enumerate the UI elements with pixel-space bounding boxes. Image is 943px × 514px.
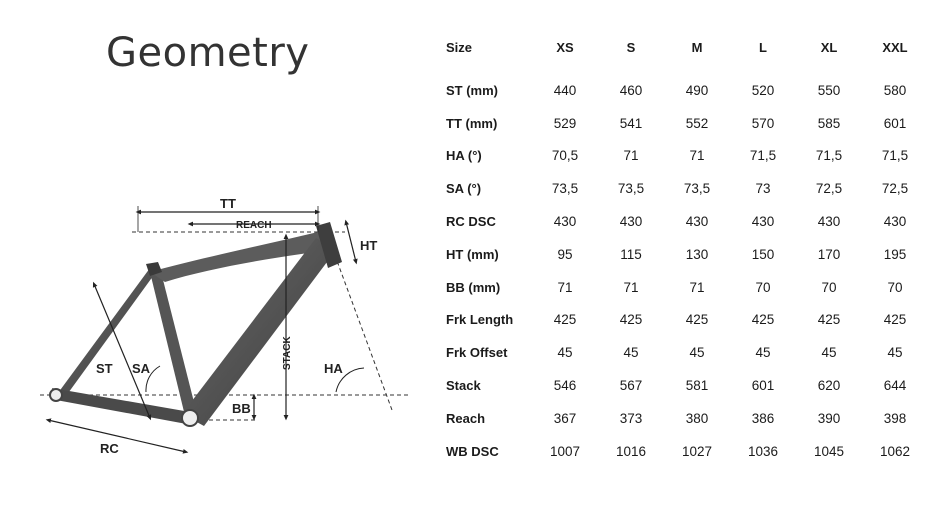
table-cell: 580	[883, 82, 907, 98]
size-s-header: S	[626, 39, 636, 55]
ht-label: HT	[360, 238, 378, 253]
table-cell: 71	[557, 279, 573, 295]
table-cell: 550	[817, 82, 841, 98]
geometry-table	[440, 30, 928, 468]
table-spacer-row	[440, 64, 928, 74]
table-cell: 71,5	[881, 148, 909, 164]
tt-label: TT	[220, 196, 236, 211]
st-label: ST	[96, 361, 113, 376]
table-cell: 425	[751, 312, 775, 328]
table-cell: 1062	[879, 443, 911, 459]
table-cell: 1016	[615, 443, 647, 459]
table-cell: 71,5	[815, 148, 843, 164]
table-cell: 585	[817, 115, 841, 131]
table-cell: 425	[619, 312, 643, 328]
table-cell: 386	[751, 410, 775, 426]
table-cell: 430	[751, 214, 775, 230]
table-cell: 72,5	[881, 181, 909, 197]
table-cell: 520	[751, 82, 775, 98]
seat-tube	[148, 264, 198, 420]
table-cell: 601	[751, 378, 775, 394]
table-cell: 70,5	[551, 148, 579, 164]
table-cell: 425	[817, 312, 841, 328]
table-cell: 398	[883, 410, 907, 426]
table-cell: 425	[685, 312, 709, 328]
table-row	[440, 369, 928, 402]
table-row	[440, 435, 928, 468]
table-cell: 71	[689, 148, 705, 164]
table-cell: 115	[620, 246, 642, 262]
table-cell: 440	[553, 82, 577, 98]
size-l-header: L	[759, 39, 767, 55]
table-cell: 367	[553, 410, 577, 426]
table-cell: 601	[883, 115, 907, 131]
size-xs-header: XS	[556, 39, 574, 55]
table-cell: 541	[619, 115, 643, 131]
table-cell: 45	[821, 345, 837, 361]
row-label: Frk Length	[446, 312, 514, 328]
table-cell: 73	[755, 181, 771, 197]
table-row	[440, 304, 928, 337]
table-cell: 45	[755, 345, 771, 361]
sa-label: SA	[132, 361, 151, 376]
table-row	[440, 336, 928, 369]
table-cell: 567	[619, 378, 643, 394]
table-cell: 45	[887, 345, 903, 361]
table-row	[440, 205, 928, 238]
table-cell: 73,5	[551, 181, 579, 197]
table-cell: 430	[817, 214, 841, 230]
table-cell: 390	[817, 410, 841, 426]
table-cell: 1045	[813, 443, 845, 459]
table-cell: 70	[755, 279, 771, 295]
table-cell: 380	[685, 410, 709, 426]
table-cell: 425	[553, 312, 577, 328]
row-label: Reach	[446, 410, 486, 426]
table-cell: 95	[557, 246, 573, 262]
bottom-bracket	[182, 410, 198, 426]
table-row	[440, 107, 928, 140]
table-cell: 644	[883, 378, 907, 394]
table-row	[440, 271, 928, 304]
row-label: HA (°)	[446, 148, 482, 164]
reach-label: REACH	[236, 220, 272, 231]
row-label: Frk Offset	[446, 345, 508, 361]
table-row	[440, 74, 928, 107]
frame-geometry-diagram	[0, 180, 430, 480]
table-cell: 195	[883, 246, 907, 262]
size-xl-header: XL	[820, 39, 838, 55]
table-row	[440, 238, 928, 271]
bb-label: BB	[232, 401, 251, 416]
table-cell: 373	[619, 410, 643, 426]
table-body	[440, 64, 928, 468]
table-cell: 460	[619, 82, 643, 98]
size-xxl-header: XXL	[882, 39, 908, 55]
table-row	[440, 402, 928, 435]
table-cell: 73,5	[683, 181, 711, 197]
row-label: RC DSC	[446, 214, 496, 230]
table-row	[440, 140, 928, 173]
table-cell: 552	[685, 115, 709, 131]
row-label: SA (°)	[446, 181, 482, 197]
table-cell: 430	[685, 214, 709, 230]
table-cell: 72,5	[815, 181, 843, 197]
page-title: Geometry	[106, 30, 310, 76]
table-cell: 529	[553, 115, 577, 131]
table-cell: 45	[557, 345, 573, 361]
row-label: ST (mm)	[446, 82, 498, 98]
table-cell: 130	[685, 246, 709, 262]
size-m-header: M	[691, 39, 703, 55]
chain-stay	[52, 388, 192, 425]
ha-label: HA	[324, 361, 343, 376]
table-cell: 71,5	[749, 148, 777, 164]
table-cell: 70	[887, 279, 903, 295]
table-cell: 430	[619, 214, 643, 230]
table-cell: 490	[685, 82, 709, 98]
table-cell: 71	[689, 279, 705, 295]
table-cell: 1036	[747, 443, 779, 459]
table-cell: 430	[883, 214, 907, 230]
row-label: HT (mm)	[446, 246, 499, 262]
table-cell: 581	[685, 378, 709, 394]
row-label: TT (mm)	[446, 115, 498, 131]
table-cell: 70	[821, 279, 837, 295]
table-cell: 620	[817, 378, 841, 394]
seat-stay	[58, 268, 156, 396]
row-label: BB (mm)	[446, 279, 501, 295]
table-cell: 425	[883, 312, 907, 328]
table-cell: 45	[689, 345, 705, 361]
table-cell: 430	[553, 214, 577, 230]
table-cell: 45	[623, 345, 639, 361]
table-row	[440, 172, 928, 205]
table-cell: 73,5	[617, 181, 645, 197]
rear-dropout	[50, 389, 62, 401]
stack-label: STACK	[282, 336, 293, 370]
size-header: Size	[446, 39, 473, 55]
table-cell: 71	[623, 279, 639, 295]
table-cell: 1007	[549, 443, 581, 459]
table-cell: 71	[623, 148, 639, 164]
table-cell: 1027	[681, 443, 713, 459]
rc-label: RC	[100, 441, 119, 456]
table-header-row	[440, 30, 928, 64]
table-cell: 570	[751, 115, 775, 131]
table-cell: 150	[751, 246, 775, 262]
row-label: WB DSC	[446, 443, 499, 459]
table-cell: 170	[817, 246, 841, 262]
row-label: Stack	[446, 378, 481, 394]
table-cell: 546	[553, 378, 577, 394]
